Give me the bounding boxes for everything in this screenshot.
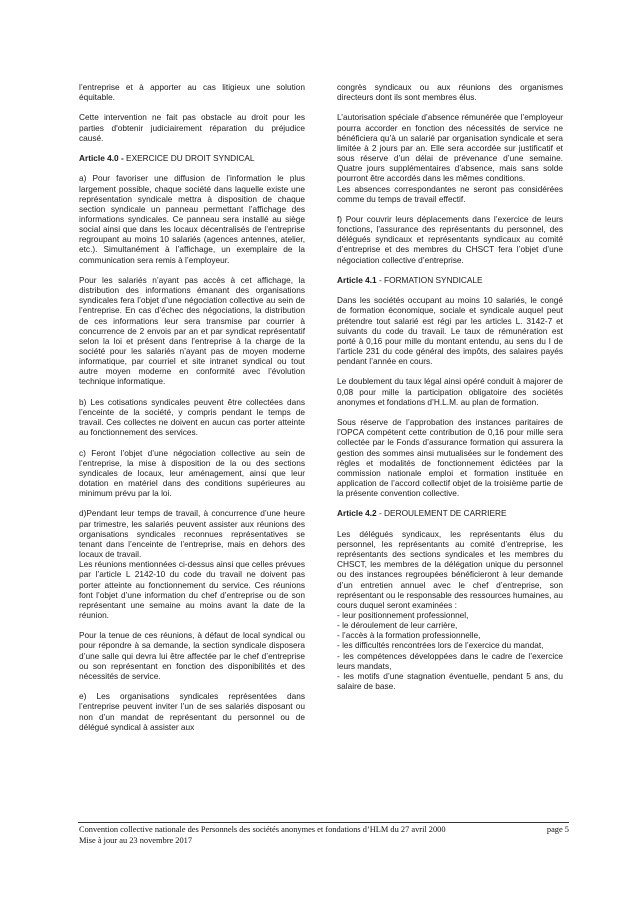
- paragraph-c: c) Feront l’objet d’une négociation collective au sein de l’entreprise, la mise à disposition de la ou des sections syndicales de locaux, leur aménagement, ainsi que leur dotation en matériel dans des conditions supérieures au minimum prévu par la loi.: [79, 447, 305, 499]
- paragraph: Les délégués syndicaux, les représentants élus du personnel, les représentants au comité d’entreprise, les représentants des sections syndicales et les membres du CHSCT, les membres de la délégation unique du personnel ou des instances regroupées bénéficieront à leur demande d’un entretien annuel avec le chef d’entreprise, son représentant ou le responsable des ressources humaines, au cours duquel seront examinées :: [337, 528, 563, 610]
- list-item: - l’accès à la formation professionnelle,: [337, 630, 481, 641]
- paragraph-e: e) Les organisations syndicales représentées dans l’entreprise peuvent inviter l’un de ses salariés disposant ou non d’un mandat de représentant du personnel ou de délégué syndical à assister aux: [79, 691, 305, 732]
- list-item: - le déroulement de leur carrière,: [337, 620, 458, 631]
- article-title: - DEROULEMENT DE CARRIERE: [376, 508, 507, 519]
- paragraph: Pour la tenue de ces réunions, à défaut de local syndical ou pour répondre à sa demande, la section syndicale disposera d’une salle qui devra lui être affectée par le chef d’entreprise ou son représentant en fonction des disponibilités et des nécessités de service.: [79, 630, 305, 681]
- paragraph-d: d)Pendant leur temps de travail, à concurrence d’une heure par trimestre, les salariés peuvent assister aux réunions des organisations syndicales reconnues représentatives se tenant dans l’enceinte de l’entreprise, mais en dehors des locaux de travail.: [79, 508, 305, 560]
- list-item: - les difficultés rencontrées lors de l’exercice du mandat,: [337, 640, 544, 651]
- footer-title: Convention collective nationale des Personnels des sociétés anonymes et fondations d’HLM du 27 avril 2000: [79, 825, 446, 834]
- list-item: - leur positionnement professionnel,: [337, 610, 469, 620]
- paragraph: Pour les salariés n’ayant pas accès à cet affichage, la distribution des informations émanant des organisations syndicales fera l’objet d’une négociation collective au sein de l’entreprise. En cas d’échec des négociations, la distribution de ces informations leur sera transmise par courrier à concurrence de 2 envois par an et par syndicat représentatif selon la loi et présent dans l’entreprise à la charge de la société pour les salariés n’ayant pas de moyen moderne informatique, par courriel et site intranet syndical ou tout autre moyen moderne en conformité avec l’évolution technique informatique.: [79, 274, 305, 387]
- paragraph: Les réunions mentionnées ci-dessus ainsi que celles prévues par l’article L 2142-10 du code du travail ne doivent pas porter atteinte au fonctionnement du service. Ces réunions font l’objet d’une information du chef d’entreprise ou de son représentant une semaine au moins avant la date de la réunion.: [79, 559, 305, 621]
- article-title: - FORMATION SYNDICALE: [376, 274, 483, 285]
- paragraph-b: b) Les cotisations syndicales peuvent être collectées dans l’enceinte de la société, y compris pendant le temps de travail. Ces collectes ne doivent en aucun cas porter atteinte au fonctionnement des services.: [79, 396, 305, 438]
- right-column: [337, 82, 563, 691]
- list-item: - les compétences développées dans le cadre de l’exercice leurs mandats,: [337, 650, 563, 671]
- article-heading-4-2: [337, 508, 563, 518]
- page-footer: [79, 825, 569, 846]
- paragraph: Sous réserve de l’approbation des instances paritaires de l’OPCA compétent cette contribution de 0,16 pour mille sera collectée par le Fonds d’assurance formation qui assurera la gestion des sommes ainsi mutualisées sur le fondement des règles et modalités de fonctionnement édictées par la commission nationale emploi et formation instituée en application de l’accord collectif objet de la troisième partie de la présente convention collective.: [337, 417, 563, 499]
- article-title: EXERCICE DU DROIT SYNDICAL: [123, 153, 255, 164]
- article-number: Article 4.2: [337, 508, 377, 519]
- paragraph: congrès syndicaux ou aux réunions des organismes directeurs dont ils sont membres élus.: [337, 82, 563, 103]
- article-number: Article 4.1: [337, 274, 377, 285]
- article-heading-4-0: [79, 153, 305, 163]
- list-item: - les motifs d’une stagnation éventuelle, pendant 5 ans, du salaire de base.: [337, 670, 563, 692]
- left-column: [79, 82, 305, 732]
- footer-update-date: Mise à jour au 23 novembre 2017: [79, 835, 193, 845]
- paragraph: Cette intervention ne fait pas obstacle au droit pour les parties d'obtenir judiciairement réparation du préjudice causé.: [79, 112, 305, 143]
- article-heading-4-1: [337, 275, 563, 285]
- career-review-list: [337, 610, 563, 691]
- paragraph: l’entreprise et à apporter au cas litigieux une solution équitable.: [79, 82, 305, 103]
- paragraph: L’autorisation spéciale d’absence rémunérée que l’employeur pourra accorder en fonction des nécessités de service ne bénéficiera qu’à un salarié par organisation syndicale et sera limitée à 2 jours par an. Elle sera accordée sur justificatif et sous réserve d’un délai de prévenance d’une semaine. Quatre jours supplémentaires d’absence, mais sans solde pourront être accordés dans les mêmes conditions.: [337, 112, 563, 184]
- page-number: page 5: [546, 825, 569, 834]
- paragraph: Dans les sociétés occupant au moins 10 salariés, le congé de formation économique, sociale et syndicale auquel peut prétendre tout salarié est régi par les articles L. 3142-7 et suivants du code du travail. Le taux de rémunération est porté à 0,16 pour mille du montant entendu, au sens du I de l’article 231 du code général des impôts, des salaires payés pendant l’année en cours.: [337, 295, 563, 367]
- paragraph-f: f) Pour couvrir leurs déplacements dans l’exercice de leurs fonctions, l’assurance des représentants du personnel, des délégués syndicaux et représentants syndicaux au comité d’entreprise et des membres du CHSCT fera l’objet d’une négociation collective d’entreprise.: [337, 214, 563, 265]
- article-number: Article 4.0 -: [79, 153, 124, 164]
- paragraph: Le doublement du taux légal ainsi opéré conduit à majorer de 0,08 pour mille la participation obligatoire des sociétés anonymes et fondations d’H.L.M. au plan de formation.: [337, 376, 563, 407]
- paragraph: Les absences correspondantes ne seront pas considérées comme du temps de travail effectif.: [337, 183, 563, 204]
- paragraph-a: a) Pour favoriser une diffusion de l’information le plus largement possible, chaque société dans laquelle existe une représentation syndicale mettra à disposition de chaque section syndicale un panneau permettant l’affichage des informations syndicales. Ce panneau sera installé au siège social ainsi que dans les locaux décentralisés de l’entreprise regroupant au moins 10 salariés (agences antennes, atelier, etc.). Simultanément à l’affichage, un exemplaire de la communication sera remis à l’employeur.: [79, 173, 305, 265]
- footer-divider: [78, 822, 569, 823]
